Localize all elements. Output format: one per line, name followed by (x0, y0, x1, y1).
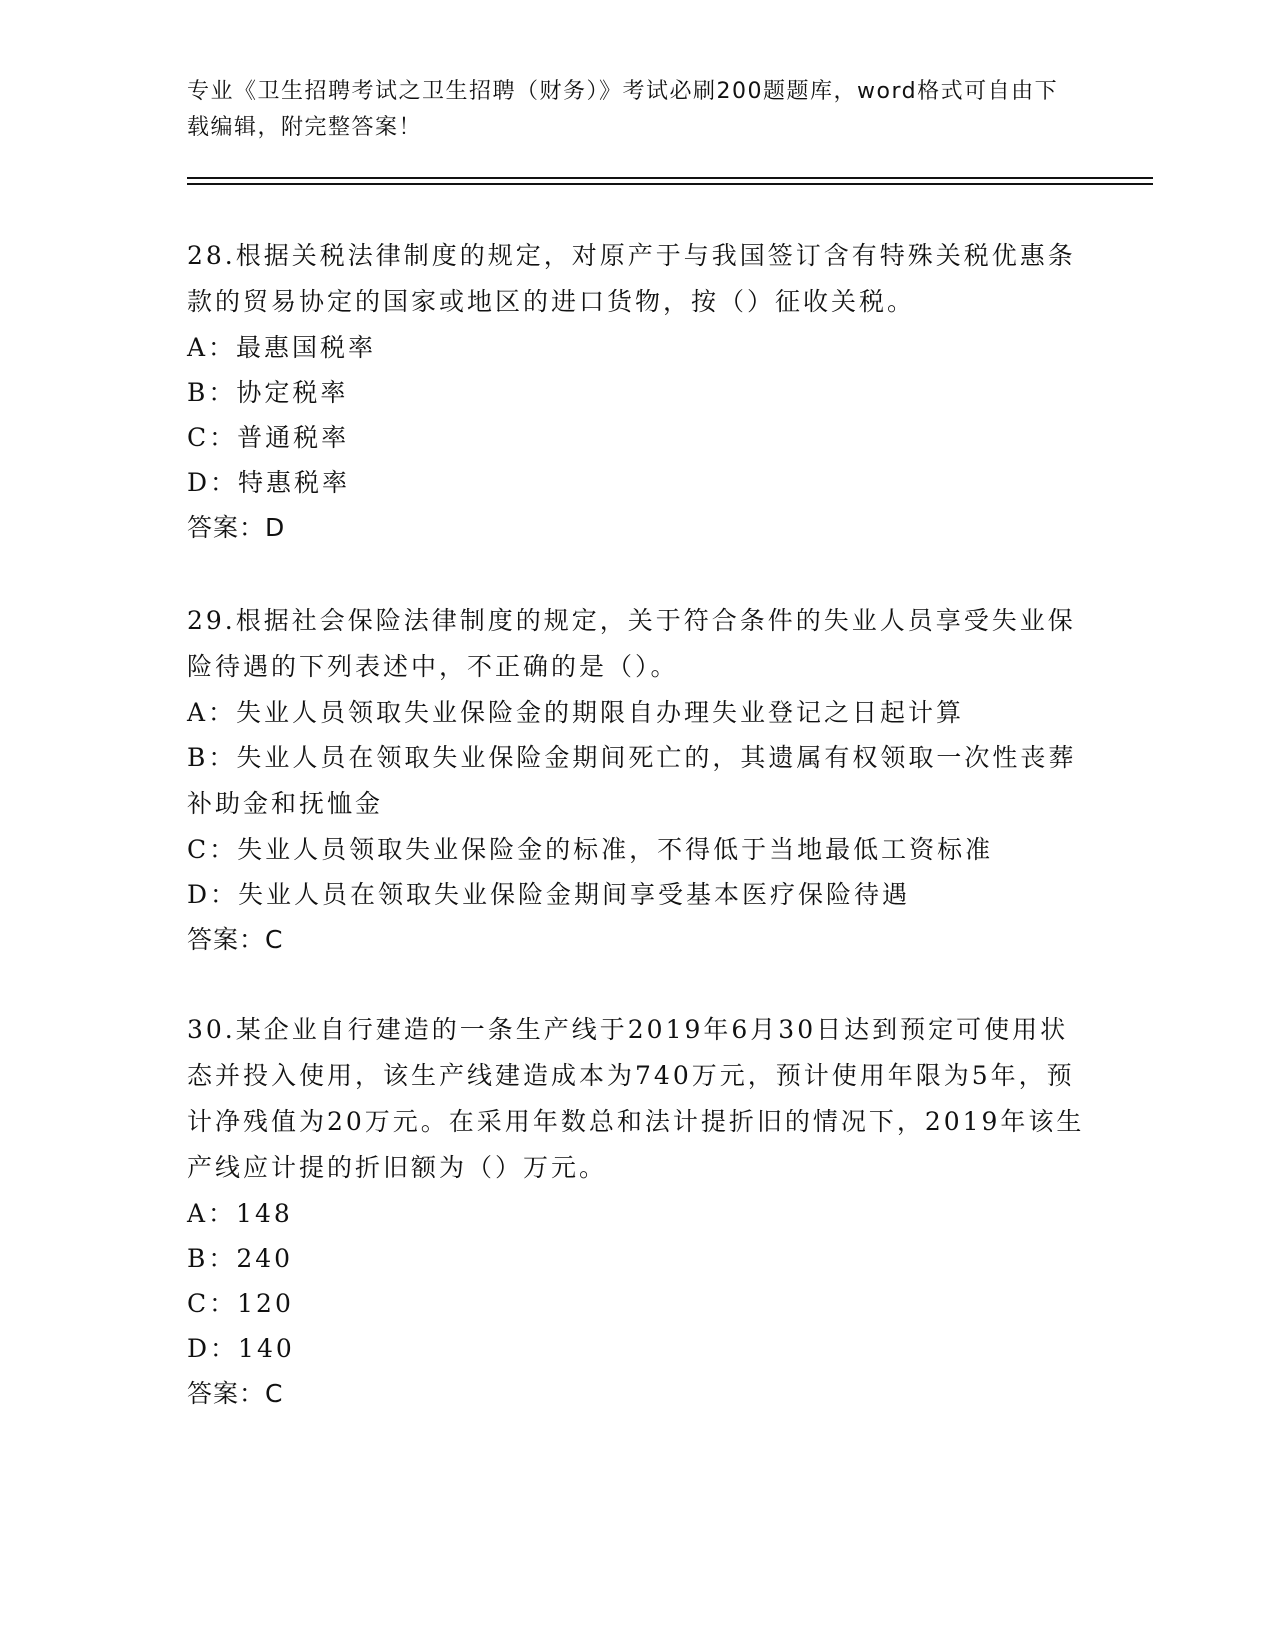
question-stem: 30.某企业自行建造的一条生产线于2019年6月30日达到预定可使用状态并投入使用，该生产线建造成本为740万元，预计使用年限为5年，预计净残值为20万元。在采用年数总和法计提折旧的情况下，2019年该生产线应计提的折旧额为（）万元。 (187, 1015, 1085, 1182)
header-divider-top (187, 177, 1153, 179)
document-intro: 专业《卫生招聘考试之卫生招聘（财务）》考试必刷200题题库，word格式可自由下载编辑，附完整答案！ (187, 79, 1059, 140)
option-d: D：失业人员在领取失业保险金期间享受基本医疗保险待遇 (187, 880, 911, 909)
option-a: A：失业人员领取失业保险金的期限自办理失业登记之日起计算 (187, 698, 965, 727)
option-a: A：最惠国税率 (187, 333, 377, 362)
answer-line: 答案：C (187, 1379, 284, 1408)
question-30 (187, 1007, 1087, 1417)
header-divider-bottom (187, 183, 1153, 185)
option-b: B：失业人员在领取失业保险金期间死亡的，其遗属有权领取一次性丧葬补助金和抚恤金 (187, 743, 1077, 818)
option-d: D：140 (187, 1334, 295, 1363)
option-a: A：148 (187, 1199, 293, 1228)
option-b: B：协定税率 (187, 378, 349, 407)
answer-line: 答案：C (187, 925, 284, 954)
option-b: B：240 (187, 1244, 294, 1273)
option-c: C：失业人员领取失业保险金的标准，不得低于当地最低工资标准 (187, 835, 994, 864)
question-stem: 29.根据社会保险法律制度的规定，关于符合条件的失业人员享受失业保险待遇的下列表述中，不正确的是（）。 (187, 606, 1076, 681)
question-29 (187, 598, 1087, 963)
question-stem: 28.根据关税法律制度的规定，对原产于与我国签订含有特殊关税优惠条款的贸易协定的国家或地区的进口货物，按（）征收关税。 (187, 241, 1076, 316)
answer-line: 答案：D (187, 513, 286, 542)
option-d: D：特惠税率 (187, 468, 351, 497)
question-28 (187, 233, 1087, 551)
option-c: C：120 (187, 1289, 294, 1318)
option-c: C：普通税率 (187, 423, 350, 452)
